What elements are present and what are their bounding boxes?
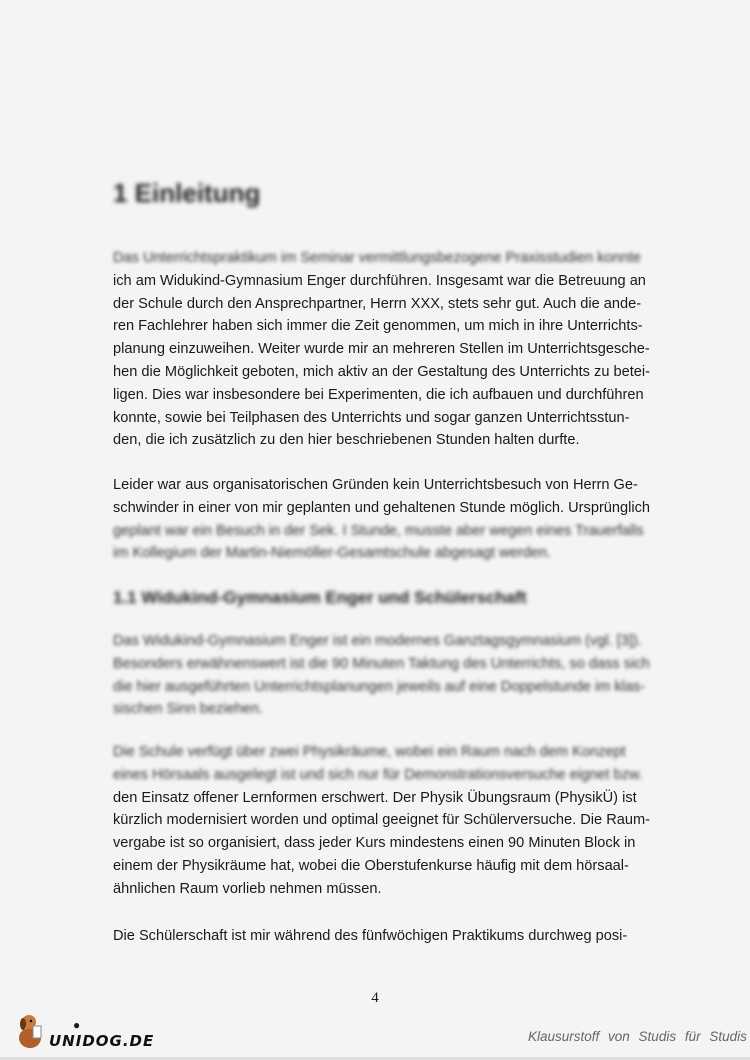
- subsection-heading: 1.1 Widukind-Gymnasium Enger und Schülerschaft: [113, 588, 527, 607]
- text-line: einem der Physikräume hat, wobei die Oberstufenkurse häufig mit dem hörsaal-: [113, 857, 629, 874]
- dog-icon: [15, 1010, 45, 1050]
- text-line: vergabe ist so organisiert, dass jeder Kurs mindestens einen 90 Minuten Block in: [113, 835, 636, 852]
- logo-text: UNIDOG.DE: [49, 1032, 155, 1050]
- text-line: Die Schule verfügt über zwei Physikräume, wobei ein Raum nach dem Konzept: [113, 744, 626, 760]
- text-line: planung einzuweihen. Weiter wurde mir an mehreren Stellen im Unterrichtsgesche-: [113, 341, 650, 358]
- text-line: die hier ausgeführten Unterrichtsplanungen jeweils auf eine Doppelstunde im klas-: [113, 678, 646, 695]
- text-line: ligen. Dies war insbesondere bei Experimenten, die ich aufbauen und durchführen: [113, 386, 644, 403]
- text-line: konnte, sowie bei Teilphasen des Unterrichts und sogar ganzen Unterrichtsstun-: [113, 409, 630, 426]
- text-line: sischen Sinn beziehen.: [113, 701, 264, 718]
- text-line: eines Hörsaals ausgelegt ist und sich nur für Demonstrationsversuche eignet bzw.: [113, 766, 643, 783]
- unidog-logo: [15, 1010, 154, 1050]
- text-line: ren Fachlehrer haben sich immer die Zeit genommen, um mich in ihre Unterrichts-: [113, 318, 643, 335]
- paw-icon: ●: [73, 1018, 81, 1032]
- paragraph: [113, 247, 651, 452]
- text-line: ich am Widukind-Gymnasium Enger durchführen. Insgesamt war die Betreuung an: [113, 272, 646, 289]
- text-line: Die Schülerschaft ist mir während des fünfwöchigen Praktikums durchweg posi-: [113, 928, 628, 944]
- paragraph: [113, 630, 650, 721]
- text-line: Das Unterrichtspraktikum im Seminar vermittlungsbezogene Praxisstudien konnte: [113, 250, 642, 266]
- text-line: der Schule durch den Ansprechpartner, Herrn XXX, stets sehr gut. Auch die ande-: [113, 295, 642, 312]
- text-line: geplant war ein Besuch in der Sek. I Stunde, musste aber wegen eines Trauerfalls: [113, 522, 644, 539]
- text-line: den, die ich zusätzlich zu den hier beschriebenen Stunden halten durfte.: [113, 432, 580, 449]
- text-line: Besonders erwähnenswert ist die 90 Minuten Taktung des Unterrichts, so dass sich: [113, 655, 650, 672]
- section-heading: 1 Einleitung: [113, 178, 261, 208]
- text-line: Das Widukind-Gymnasium Enger ist ein modernes Ganztagsgymnasium (vgl. [3]).: [113, 633, 642, 649]
- footer-tagline: Klausurstoff von Studis für Studis: [528, 1029, 747, 1044]
- text-line: kürzlich modernisiert worden und optimal geeignet für Schülerversuche. Die Raum-: [113, 812, 650, 829]
- text-line: schwinder in einer von mir geplanten und gehaltenen Stunde möglich. Ursprünglich: [113, 499, 651, 516]
- text-line: den Einsatz offener Lernformen erschwert. Der Physik Übungsraum (PhysikÜ) ist: [113, 789, 637, 806]
- text-line: ähnlichen Raum vorlieb nehmen müssen.: [113, 880, 382, 897]
- paragraph: [113, 741, 650, 901]
- text-line: hen die Möglichkeit geboten, mich aktiv an der Gestaltung des Unterrichts zu betei-: [113, 363, 651, 380]
- text-line: Leider war aus organisatorischen Gründen kein Unterrichtsbesuch von Herrn Ge-: [113, 477, 638, 493]
- paragraph: [113, 474, 651, 565]
- text-line: im Kollegium der Martin-Niemöller-Gesamtschule abgesagt werden.: [113, 545, 551, 562]
- paragraph: [113, 925, 628, 948]
- page-number: 4: [371, 990, 379, 1006]
